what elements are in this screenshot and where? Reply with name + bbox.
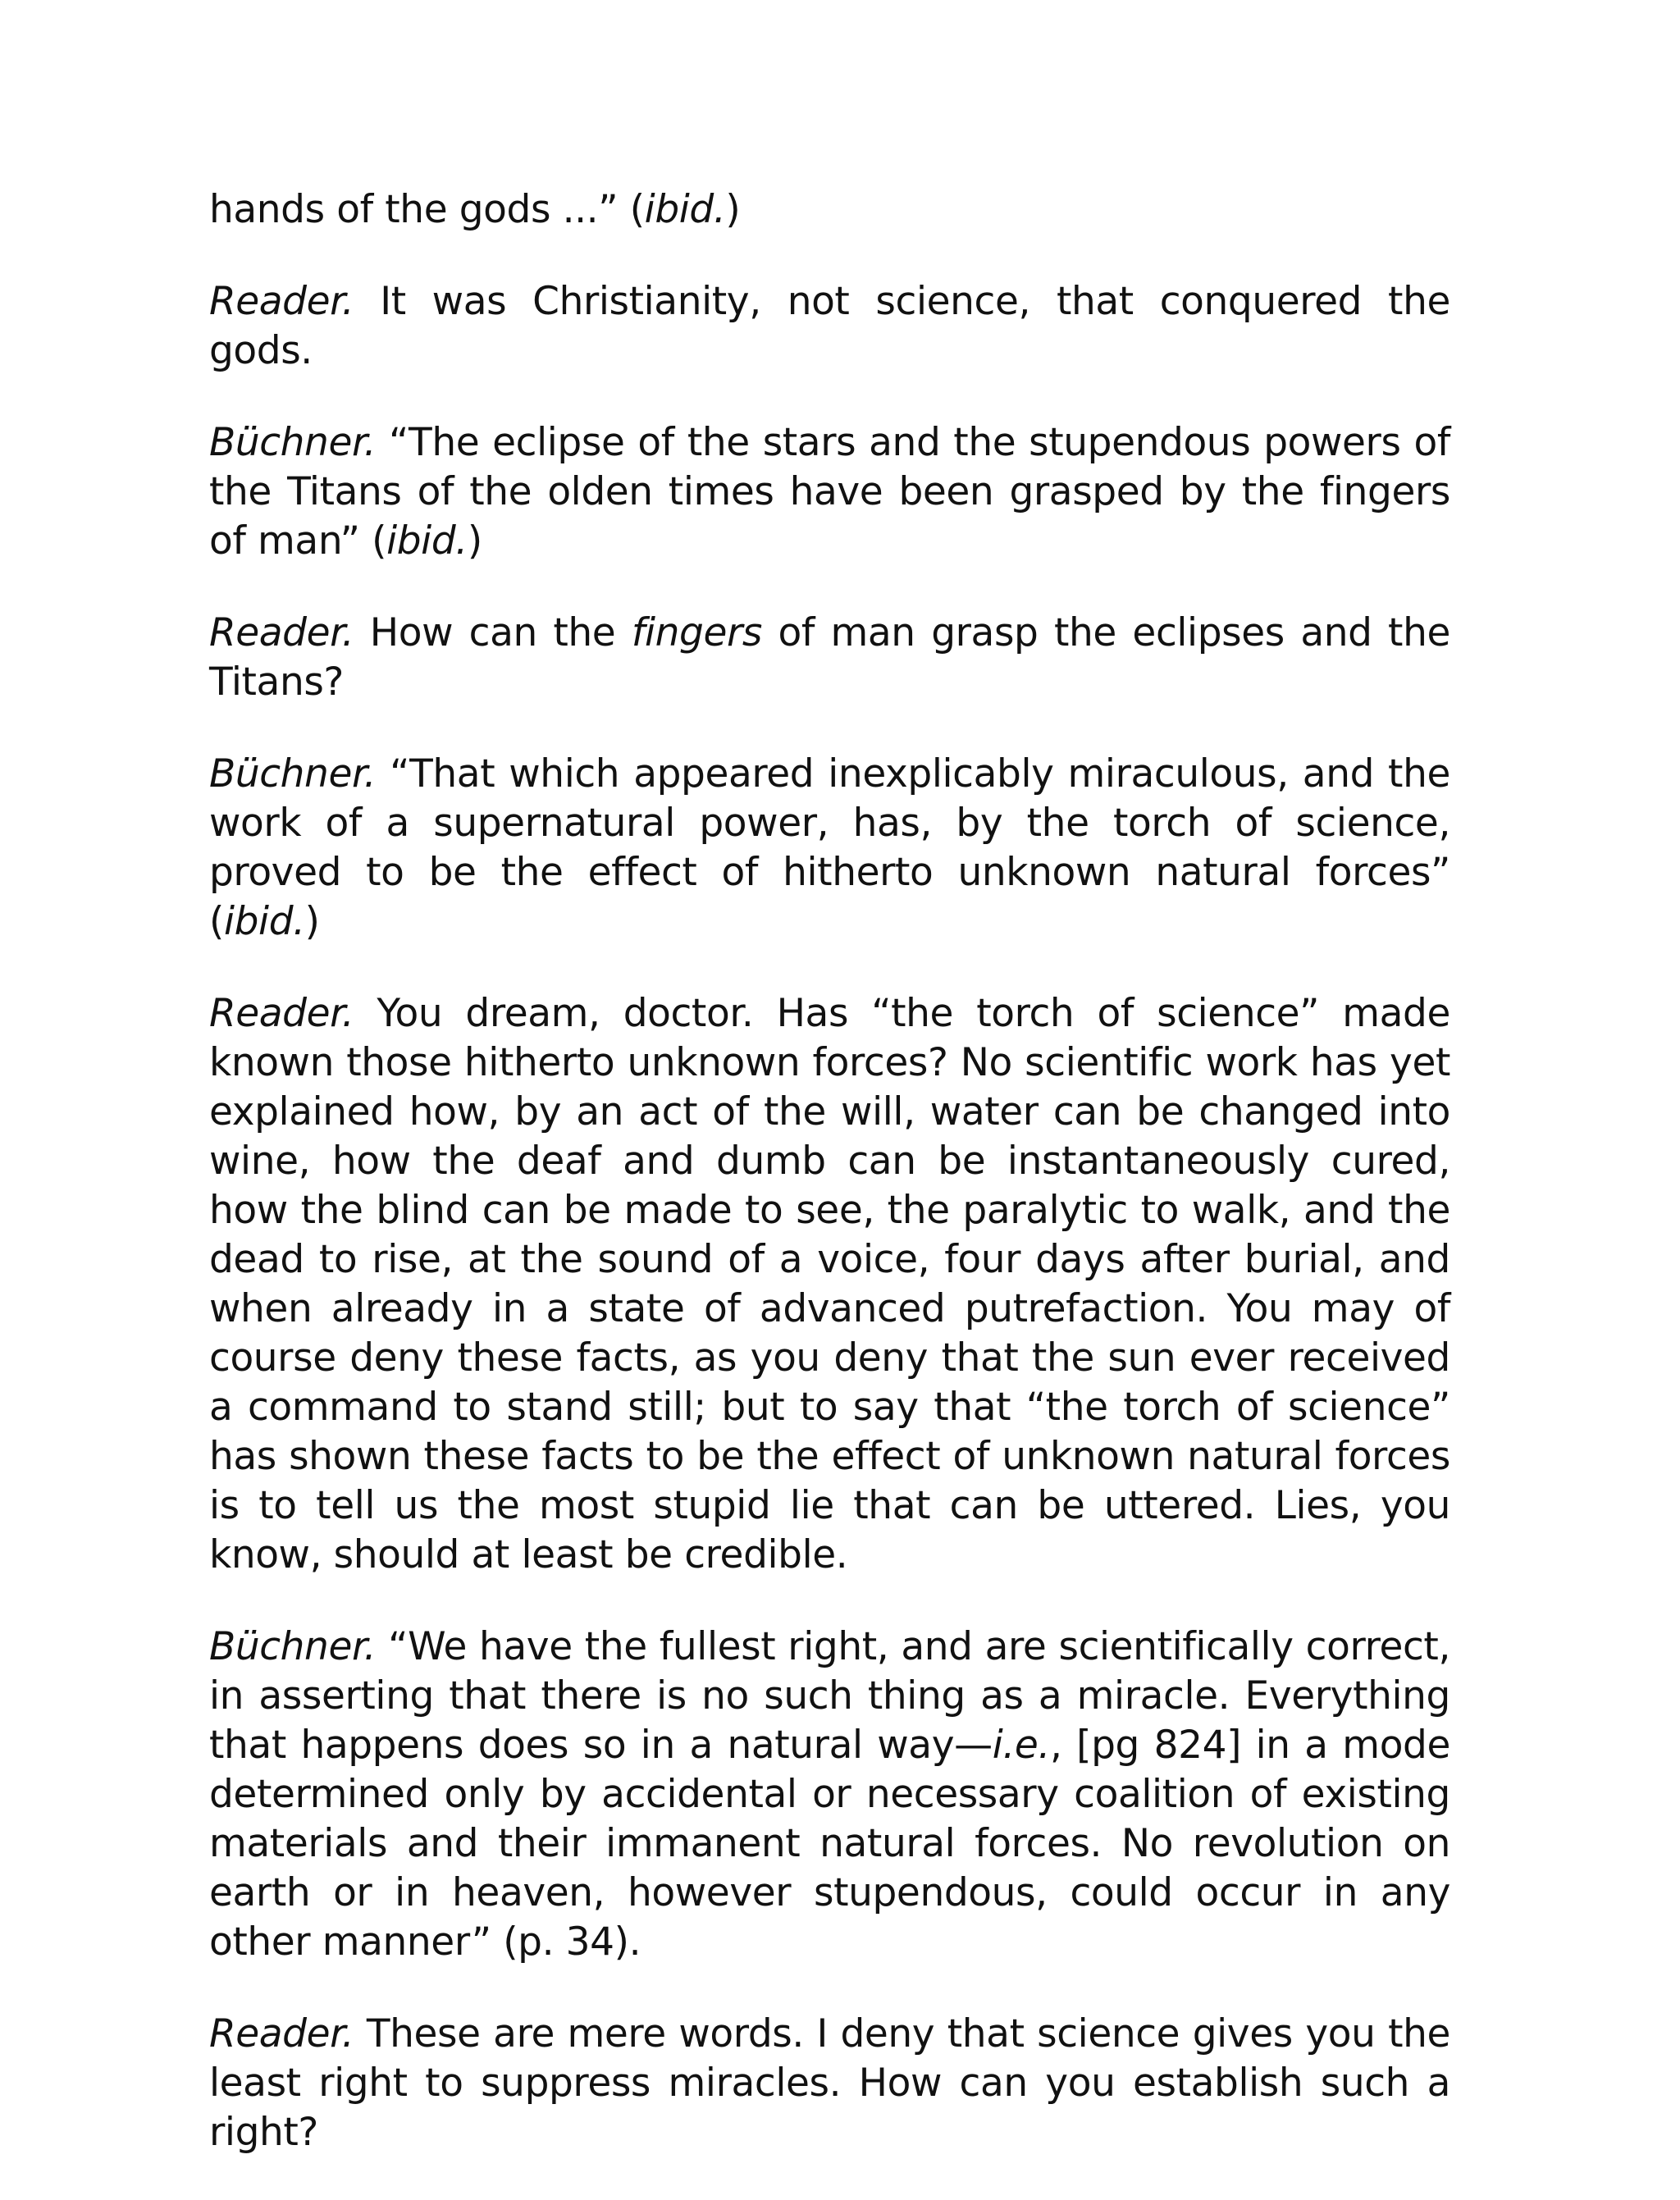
paragraph-text: , [pg 824] in a mode determined only by accidental or necessary coalition of existing materials and their immanent natural forces. No revolution on earth or in heaven, however stupendous, could occur in any other manner” (p. 34). — [209, 1723, 1450, 1965]
speaker-name: Büchner. — [209, 751, 377, 796]
paragraph — [209, 1623, 1450, 1967]
paragraph-text: hands of the gods ...” ( — [209, 187, 645, 232]
speaker-name: Reader. — [209, 991, 354, 1036]
italic-text: ibid. — [223, 899, 305, 944]
speaker-name: Reader. — [209, 610, 354, 655]
paragraph — [209, 989, 1450, 1580]
paragraph-text: These are mere words. I deny that science gives you the least right to suppress miracles. How can you establish such a right? — [209, 2011, 1450, 2155]
italic-text: fingers — [631, 610, 762, 655]
paragraph — [209, 609, 1450, 707]
paragraph-text: How can the — [354, 610, 632, 655]
paragraph-text: “The eclipse of the stars and the stupendous powers of the Titans of the olden times have been grasped by the fingers of man” ( — [209, 420, 1450, 564]
italic-text: i.e. — [992, 1723, 1050, 1768]
paragraph-text: You dream, doctor. Has “the torch of science” made known those hitherto unknown forces? No scientific work has yet explained how, by an act of the will, water can be changed into wine, how the deaf and dumb can be instantaneously cured, how the blind can be made to see, the paralytic to walk, and the dead to rise, at the sound of a voice, four days after burial, and when already in a state of advanced putrefaction. You may of course deny these facts, as you deny that the sun ever received a command to stand still; but to say that “the torch of science” has shown these facts to be the effect of unknown natural forces is to tell us the most stupid lie that can be uttered. Lies, you know, should at least be credible. — [209, 991, 1450, 1577]
italic-text: ibid. — [644, 187, 726, 232]
paragraph-text: of man grasp the eclipses and the Titans? — [209, 610, 1450, 705]
paragraph — [209, 750, 1450, 947]
speaker-name: Reader. — [209, 2011, 354, 2056]
paragraph — [209, 277, 1450, 376]
paragraph — [209, 185, 1450, 235]
paragraph-text: ) — [467, 518, 482, 564]
paragraph — [209, 2010, 1450, 2157]
paragraph-text: ) — [304, 899, 320, 944]
speaker-name: Büchner. — [209, 1624, 377, 1669]
paragraph — [209, 418, 1450, 566]
document-page — [209, 185, 1450, 2200]
paragraph-text: It was Christianity, not science, that conquered the gods. — [209, 279, 1450, 373]
italic-text: ibid. — [386, 518, 468, 564]
paragraph-text: ) — [725, 187, 741, 232]
speaker-name: Büchner. — [209, 420, 377, 465]
paragraph-text: “That which appeared inexplicably miraculous, and the work of a supernatural power, has, by the torch of science, proved to be the effect of hitherto unknown natural forces” ( — [209, 751, 1450, 944]
speaker-name: Reader. — [209, 279, 354, 324]
paragraph-text: “We have the fullest right, and are scientifically correct, in asserting that there is no such thing as a miracle. Everything that happens does so in a natural way— — [209, 1624, 1450, 1768]
